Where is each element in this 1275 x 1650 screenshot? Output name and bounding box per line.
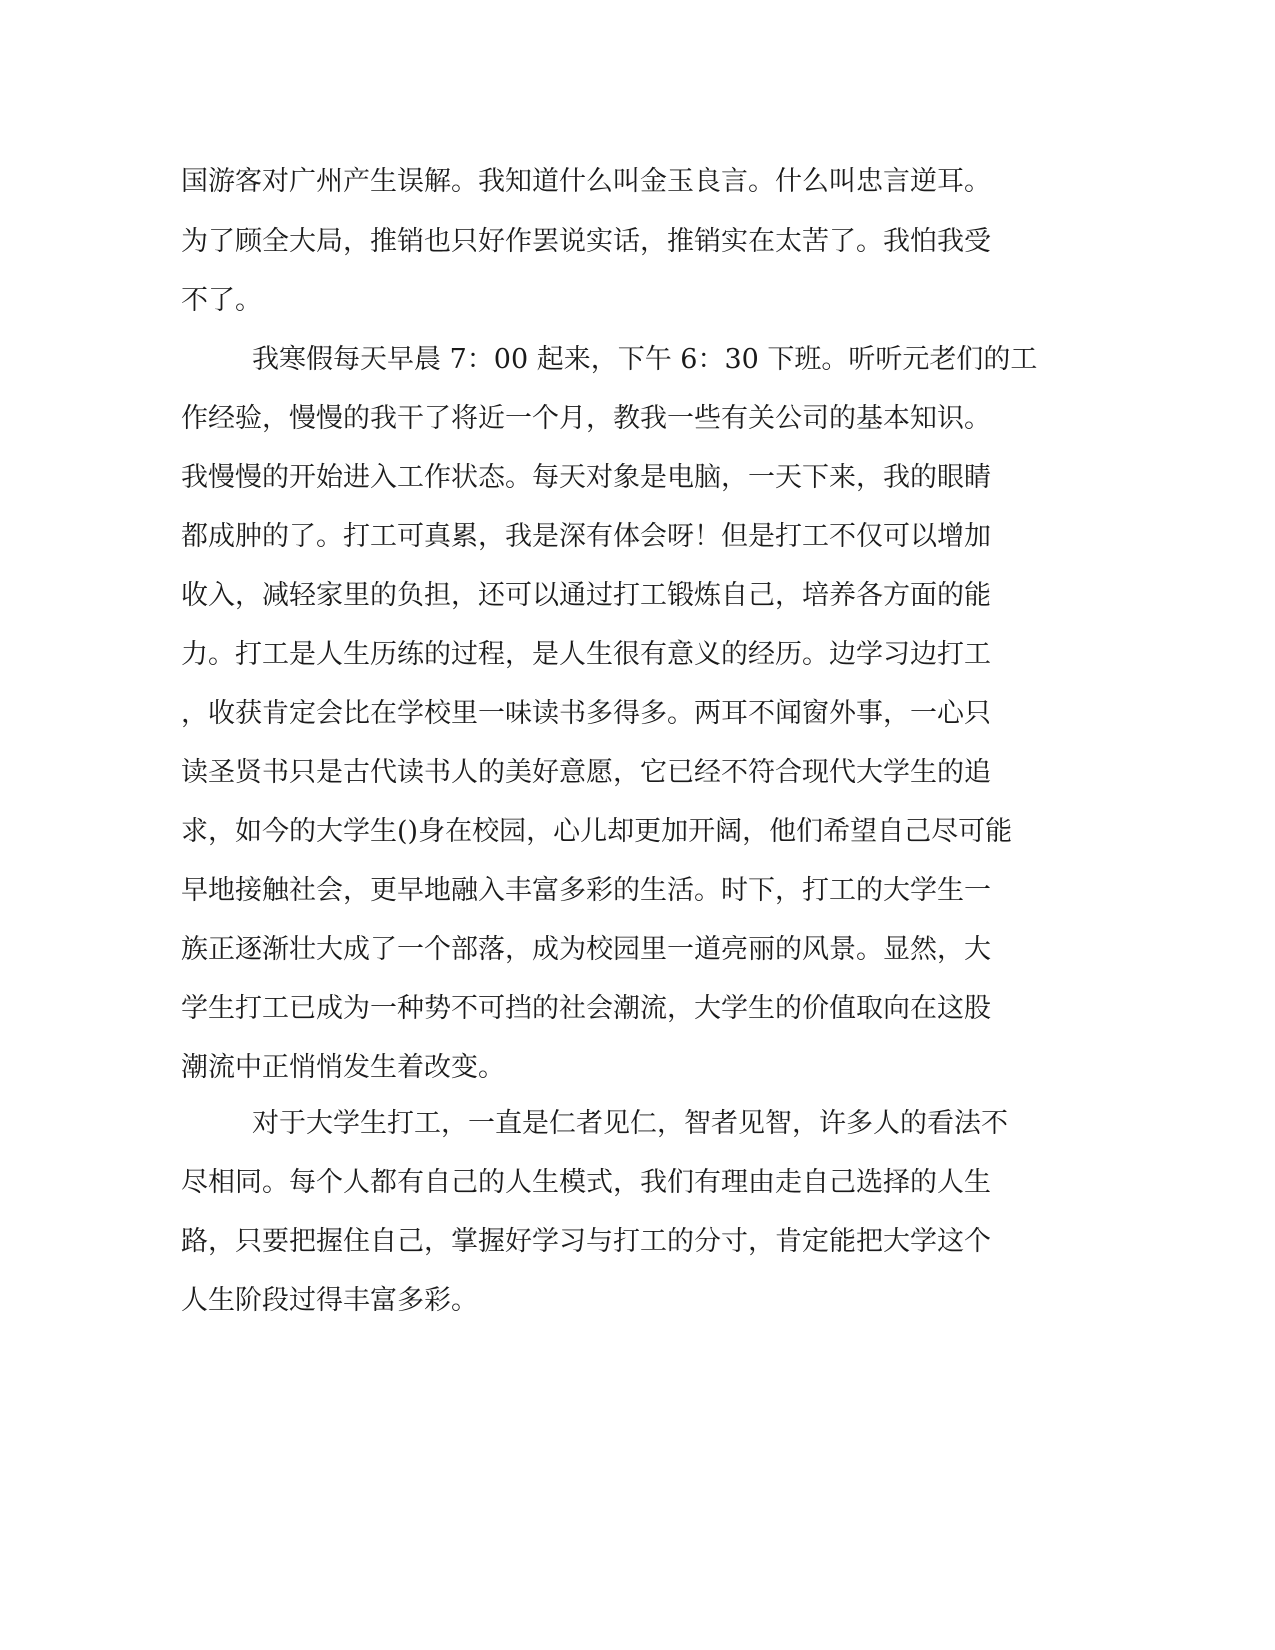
- paragraph-2-line-8: 读圣贤书只是古代读书人的美好意愿，它已经不符合现代大学生的追: [181, 757, 991, 788]
- paragraph-1-line-3: 不了。: [181, 285, 262, 316]
- paragraph-3-line-1: 对于大学生打工，一直是仁者见仁，智者见智，许多人的看法不: [252, 1108, 1008, 1139]
- paragraph-2-line-3: 我慢慢的开始进入工作状态。每天对象是电脑，一天下来，我的眼睛: [181, 462, 991, 493]
- paragraph-3-line-3: 路，只要把握住自己，掌握好学习与打工的分寸，肯定能把大学这个: [181, 1226, 991, 1257]
- paragraph-2-line-9: 求，如今的大学生()身在校园，心儿却更加开阔，他们希望自己尽可能: [181, 816, 1013, 847]
- paragraph-2-line-6: 力。打工是人生历练的过程，是人生很有意义的经历。边学习边打工: [181, 639, 991, 670]
- paragraph-3-line-4: 人生阶段过得丰富多彩。: [181, 1285, 478, 1316]
- paragraph-2-line-5: 收入，减轻家里的负担，还可以通过打工锻炼自己，培养各方面的能: [181, 580, 991, 611]
- paragraph-1-line-1: 国游客对广州产生误解。我知道什么叫金玉良言。什么叫忠言逆耳。: [181, 166, 991, 197]
- paragraph-2-line-13: 潮流中正悄悄发生着改变。: [181, 1052, 505, 1083]
- paragraph-1-line-2: 为了顾全大局，推销也只好作罢说实话，推销实在太苦了。我怕我受: [181, 226, 991, 257]
- paragraph-3-line-2: 尽相同。每个人都有自己的人生模式，我们有理由走自己选择的人生: [181, 1167, 991, 1198]
- paragraph-2-line-12: 学生打工已成为一种势不可挡的社会潮流，大学生的价值取向在这股: [181, 993, 991, 1024]
- paragraph-2-line-2: 作经验，慢慢的我干了将近一个月，教我一些有关公司的基本知识。: [181, 403, 991, 434]
- paragraph-2-line-10: 早地接触社会，更早地融入丰富多彩的生活。时下，打工的大学生一: [181, 875, 991, 906]
- paragraph-2-line-11: 族正逐渐壮大成了一个部落，成为校园里一道亮丽的风景。显然，大: [181, 934, 991, 965]
- paragraph-2-line-1: 我寒假每天早晨 7：00 起来，下午 6：30 下班。听听元老们的工: [252, 344, 1038, 375]
- paragraph-2-line-4: 都成肿的了。打工可真累，我是深有体会呀！但是打工不仅可以增加: [181, 521, 991, 552]
- paragraph-2-line-7: ，收获肯定会比在学校里一味读书多得多。两耳不闻窗外事，一心只: [181, 698, 991, 729]
